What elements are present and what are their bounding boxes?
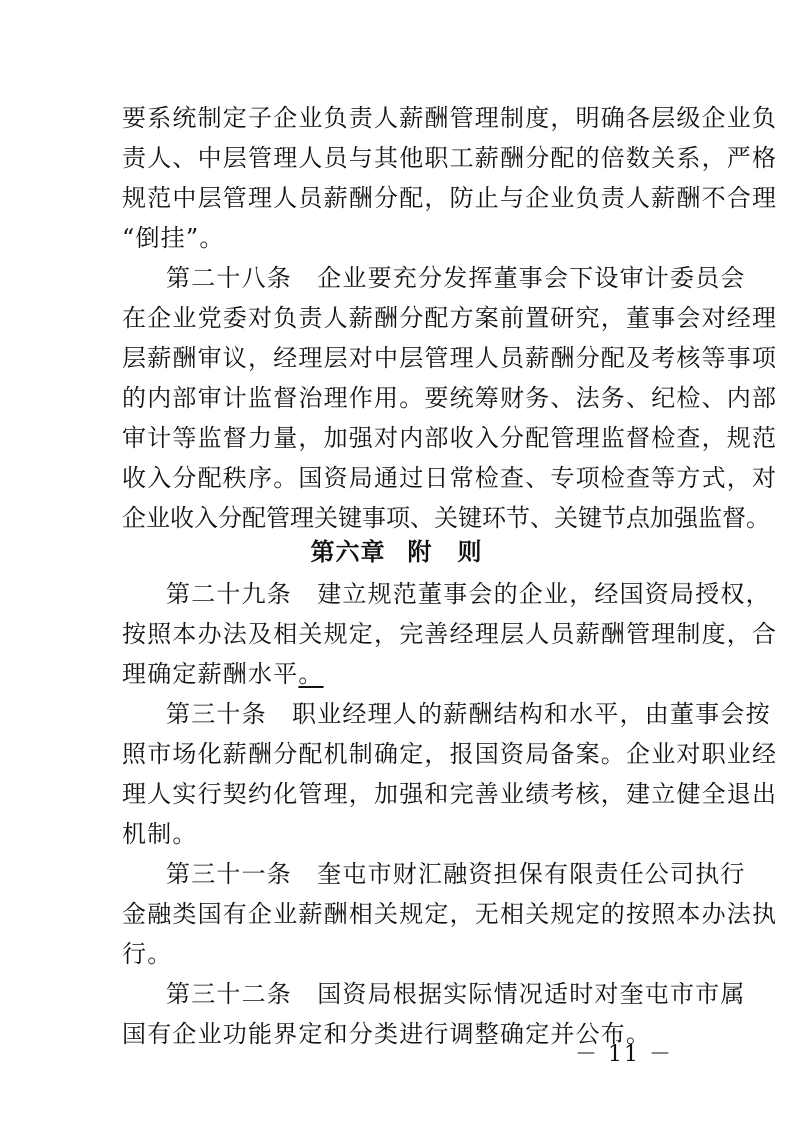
text-line	[122, 658, 682, 690]
text-line: 企业收入分配管理关键事项、关键环节、关键节点加强监督。	[122, 504, 770, 532]
text-line: 收入分配秩序。国资局通过日常检查、专项检查等方式，对	[122, 464, 778, 492]
chapter-heading-title: 附 则	[407, 538, 483, 566]
text-line: 理人实行契约化管理，加强和完善业绩考核，建立健全退出	[122, 780, 778, 808]
text-line: 国有企业功能界定和分类进行调整确定并公布。	[122, 1020, 652, 1048]
text-line: 按照本办法及相关规定，完善经理层人员薪酬管理制度，合	[122, 620, 778, 648]
chapter-heading-number: 第六章	[310, 538, 386, 566]
text-line: 的内部审计监督治理作用。要统筹财务、法务、纪检、内部	[122, 384, 778, 412]
text-line: 规范中层管理人员薪酬分配，防止与企业负责人薪酬不合理	[122, 184, 778, 212]
text-line: 照市场化薪酬分配机制确定，报国资局备案。企业对职业经	[122, 740, 778, 768]
text-line: 行。	[122, 940, 173, 968]
text-line: 在企业党委对负责人薪酬分配方案前置研究，董事会对经理	[122, 304, 778, 332]
text-line: 审计等监督力量，加强对内部收入分配管理监督检查，规范	[122, 424, 778, 452]
text-line: 第二十八条 企业要充分发挥董事会下设审计委员会	[166, 264, 746, 292]
text-segment-underlined: 。	[298, 660, 324, 688]
text-segment: 理确定薪酬水平	[122, 660, 299, 688]
text-line: 机制。	[122, 820, 198, 848]
text-line: 责人、中层管理人员与其他职工薪酬分配的倍数关系，严格	[122, 144, 778, 172]
text-line: 第三十二条 国资局根据实际情况适时对奎屯市市属	[166, 980, 746, 1008]
text-line: 第二十九条 建立规范董事会的企业，经国资局授权，	[166, 580, 771, 608]
text-line: “倒挂”。	[122, 224, 225, 252]
text-line: 第三十条 职业经理人的薪酬结构和水平，由董事会按	[166, 700, 771, 728]
text-line: 要系统制定子企业负责人薪酬管理制度，明确各层级企业负	[122, 104, 778, 132]
text-line: 金融类国有企业薪酬相关规定，无相关规定的按照本办法执	[122, 900, 778, 928]
text-line: 层薪酬审议，经理层对中层管理人员薪酬分配及考核等事项	[122, 344, 778, 372]
page-number: － 11 －	[575, 1042, 673, 1067]
text-line: 第三十一条 奎屯市财汇融资担保有限责任公司执行	[166, 860, 746, 888]
chapter-heading	[0, 536, 793, 568]
